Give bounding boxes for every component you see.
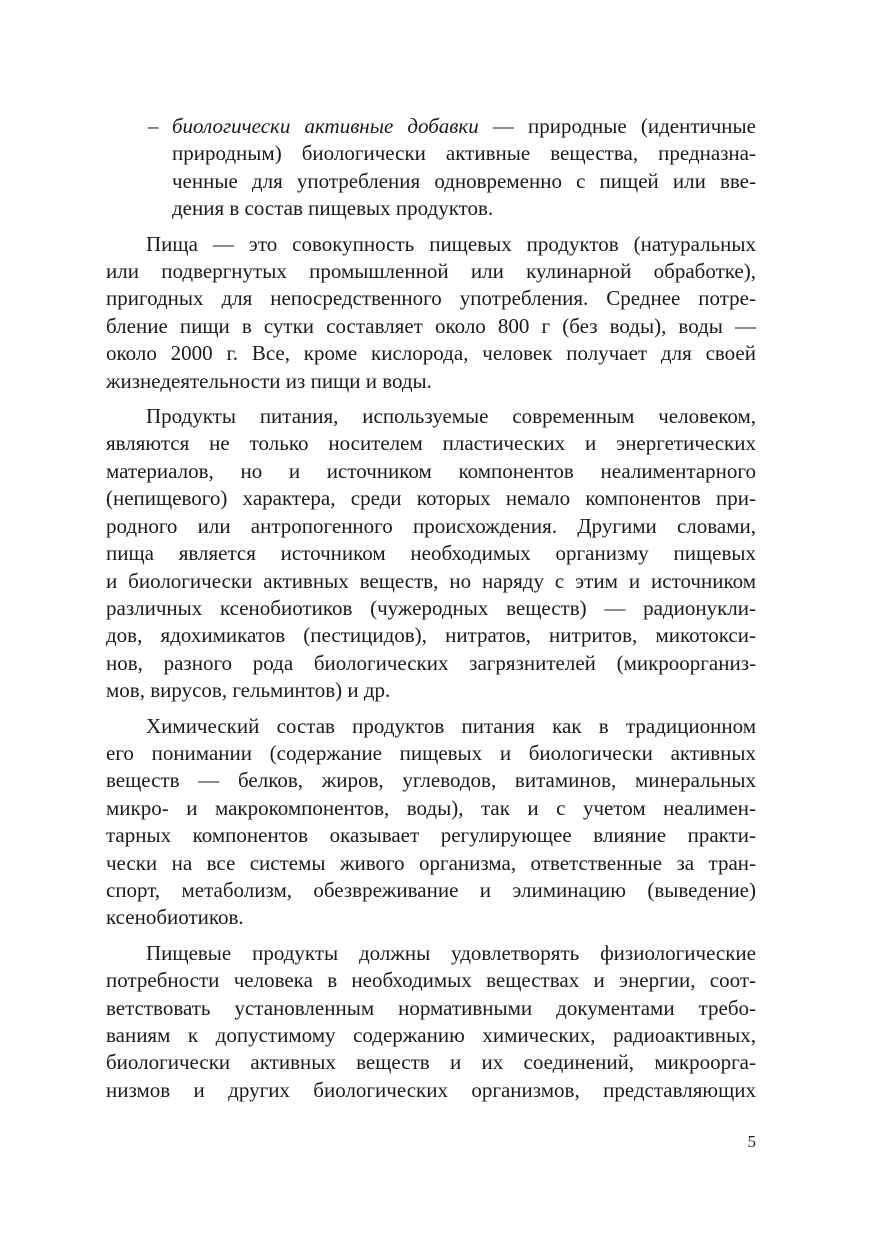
paragraph-line: дов, ядохимикатов (пестицидов), нитратов, нитритов, микотокси- bbox=[106, 623, 756, 648]
paragraph-line: веществ — белков, жиров, углеводов, витаминов, минеральных bbox=[106, 768, 756, 793]
paragraph-line: спорт, метаболизм, обезвреживание и элиминацию (выведение) bbox=[106, 877, 756, 902]
paragraph-line: чески на все системы живого организма, ответственные за тран- bbox=[106, 850, 756, 875]
paragraph-line: и биологически активных веществ, но наряду с этим и источником bbox=[106, 568, 756, 593]
paragraph-line: (непищевого) характера, среди которых немало компонентов при- bbox=[106, 486, 756, 511]
body-text bbox=[106, 113, 756, 1104]
paragraph-line: пригодных для непосредственного употребления. Среднее потре- bbox=[106, 286, 756, 311]
paragraph-line: ваниям к допустимому содержанию химических, радиоактивных, bbox=[106, 1023, 756, 1047]
paragraph-line: родного или антропогенного происхождения. Другими словами, bbox=[106, 513, 756, 538]
paragraph-line: около 2000 г. Все, кроме кислорода, человек получает для своей bbox=[106, 341, 756, 366]
paragraph-line: Химический состав продуктов питания как в традиционном bbox=[146, 713, 756, 738]
paragraph-1 bbox=[106, 231, 756, 395]
paragraph-line: Пища — это совокупность пищевых продуктов (натуральных bbox=[146, 231, 756, 256]
paragraph-line: потребности человека в необходимых веществах и энергии, соот- bbox=[106, 968, 756, 993]
paragraph-3 bbox=[106, 713, 756, 932]
paragraph-line: ксенобиотиков. bbox=[106, 905, 244, 930]
paragraph-line: нов, разного рода биологических загрязнителей (микроорганиз- bbox=[106, 650, 756, 675]
paragraph-line: ветствовать установленным нормативными документами требо- bbox=[106, 995, 756, 1020]
paragraph-line: низмов и других биологических организмов, представляющих bbox=[106, 1077, 756, 1102]
paragraph-line: жизнедеятельности из пищи и воды. bbox=[106, 368, 432, 393]
paragraph-line: Пищевые продукты должны удовлетворять физиологические bbox=[146, 940, 756, 965]
bullet-line: ченные для употребления одновременно с пищей или вве- bbox=[172, 168, 756, 193]
paragraph-line: Продукты питания, используемые современным человеком, bbox=[146, 404, 756, 429]
bullet-line-1 bbox=[106, 113, 756, 140]
paragraph-4 bbox=[106, 940, 756, 1104]
page-number: 5 bbox=[747, 1132, 756, 1151]
paragraph-line: биологически активных веществ и их соединений, микроорга- bbox=[106, 1050, 756, 1075]
paragraph-line: являются не только носителем пластических и энергетических bbox=[106, 431, 756, 456]
bullet-line: природным) биологически активные вещества, предназна- bbox=[172, 141, 756, 166]
bullet-first-rest: — природные (идентичные bbox=[478, 114, 756, 138]
paragraph-line: различных ксенобиотиков (чужеродных веществ) — радионукли- bbox=[106, 595, 756, 620]
bullet-item bbox=[106, 113, 756, 223]
paragraph-2 bbox=[106, 403, 756, 704]
paragraph-line: или подвергнутых промышленной или кулинарной обработке), bbox=[106, 259, 756, 284]
paragraph-line: бление пищи в сутки составляет около 800 г (без воды), воды — bbox=[106, 313, 756, 338]
bullet-dash: – bbox=[148, 114, 159, 138]
paragraph-line: пища является источником необходимых организму пищевых bbox=[106, 541, 756, 566]
bullet-line: дения в состав пищевых продуктов. bbox=[172, 196, 494, 221]
paragraph-line: микро- и макрокомпонентов, воды), так и с учетом неалимен- bbox=[106, 795, 756, 820]
paragraph-line: тарных компонентов оказывает регулирующее влияние практи- bbox=[106, 823, 756, 848]
paragraph-line: материалов, но и источником компонентов неалиментарного bbox=[106, 458, 756, 483]
paragraph-line: мов, вирусов, гельминтов) и др. bbox=[106, 678, 391, 703]
bullet-term: биологически активные добавки bbox=[172, 114, 479, 138]
paragraph-line: его понимании (содержание пищевых и биологически активных bbox=[106, 740, 756, 765]
